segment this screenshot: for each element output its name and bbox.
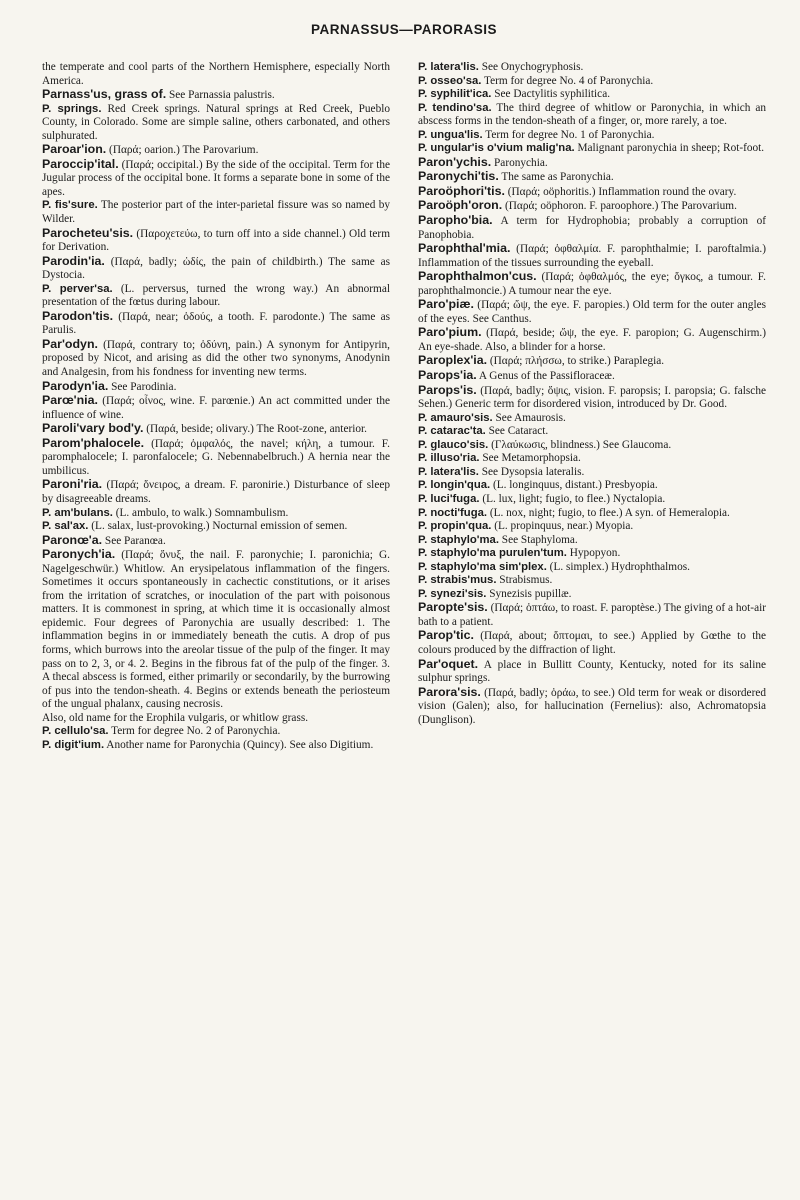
entry-definition: (Παρά; ὀμφαλός, the navel; κήλη, a tumour. F. paromphalocele; I. paronfalocele; G. Nebennabelbruch.) A hernia near the umbilicus. (42, 437, 390, 477)
dictionary-entry (42, 338, 390, 380)
entry-definition: (L. lux, light; fugio, to flee.) Nyctalopia. (479, 492, 666, 505)
dictionary-entry (42, 520, 390, 534)
entry-headword: P. staphylo'ma. (418, 533, 499, 546)
entry-definition: (Παρά, beside; ὤψ, the eye. F. paropion; G. Augenschirm.) An eye-shade. Also, a blinder for a horse. (418, 327, 766, 353)
entry-headword: Parœ'nia. (42, 393, 98, 408)
entry-headword: Paronych'ia. (42, 547, 116, 562)
entry-definition: The third degree of whitlow or Paronychia, in which an abscess forms in the tendon-sheath of a finger, or, more rarely, a toe. (418, 101, 766, 128)
entry-headword: P. digit'ium. (42, 738, 105, 751)
entry-definition: Synezisis pupillæ. (486, 587, 572, 600)
entry-definition: (Παρά, about; ὄπτομαι, to see.) Applied by Gœthe to the colours produced by the diffraction of light. (418, 630, 766, 656)
entry-headword: P. luci'fuga. (418, 492, 480, 505)
entry-headword: Parodyn'ia. (42, 378, 109, 393)
dictionary-entry (418, 439, 766, 453)
entry-headword: P. longin'qua. (418, 479, 491, 492)
dictionary-entry (418, 88, 766, 102)
entry-definition: See Dysopsia lateralis. (478, 465, 585, 478)
entry-headword: P. tendino'sa. (418, 101, 492, 114)
entry-definition: See Paranœa. (102, 534, 166, 547)
columns (42, 61, 766, 752)
entry-headword: Parophthalmon'cus. (418, 269, 537, 284)
entry-headword: P. nocti'fuga. (418, 506, 488, 519)
entry-headword: P. strabis'mus. (418, 574, 497, 587)
entry-definition: See Parodinia. (108, 380, 177, 393)
dictionary-entry (418, 75, 766, 89)
dictionary-entry (418, 369, 766, 384)
entry-headword: P. osseo'sa. (418, 74, 482, 87)
dictionary-entry (42, 199, 390, 226)
entry-headword: P. propin'qua. (418, 520, 492, 533)
dictionary-entry (418, 142, 766, 156)
dictionary-entry (418, 425, 766, 439)
entry-definition: (Παρά; ὤψ, the eye. F. paropies.) Old term for the outer angles of the eyes. See Canthus. (418, 299, 766, 325)
entry-definition: Malignant paronychia in sheep; Rot-foot. (574, 142, 765, 155)
dictionary-entry (418, 326, 766, 354)
entry-headword: P. staphylo'ma sim'plex. (418, 560, 547, 573)
entry-headword: P. syphilit'ica. (418, 88, 492, 101)
entry-headword: Paronychi'tis. (418, 169, 499, 184)
entry-headword: Paroar'ion. (42, 142, 107, 157)
dictionary-entry (418, 452, 766, 466)
right-column (418, 61, 766, 752)
entry-definition: Hypopyon. (566, 547, 621, 560)
entry-definition: (Παρά; oarion.) The Parovarium. (106, 144, 259, 157)
dictionary-entry (42, 478, 390, 506)
entry-headword: P. fis'sure. (42, 199, 98, 212)
entry-definition: (Παρά; ὀφθαλμία. F. parophthalmie; I. paroftalmia.) Inflammation of the tissues surrounding the eyeball. (418, 243, 766, 269)
dictionary-entry (418, 520, 766, 534)
entry-definition: (Παρά; occipital.) By the side of the occipital. Term for the Jugular process of the occipital bone. It forms a separate bone in some of the apes. (42, 158, 390, 198)
entry-headword: Paroöphori'tis. (418, 183, 505, 198)
dictionary-entry (418, 354, 766, 369)
dictionary-entry (42, 437, 390, 479)
entry-headword: Paroplex'ia. (418, 353, 488, 368)
dictionary-entry (418, 102, 766, 129)
entry-headword: Parocheteu'sis. (42, 225, 134, 240)
entry-headword: Paro'pium. (418, 325, 482, 340)
entry-headword: Parops'ia. (418, 368, 477, 383)
dictionary-entry (42, 712, 390, 726)
entry-headword: Parodin'ia. (42, 253, 105, 268)
entry-definition: (L. simplex.) Hydrophthalmos. (546, 560, 690, 573)
entry-headword: Paroli'vary bod'y. (42, 421, 144, 436)
dictionary-entry (418, 412, 766, 426)
dictionary-entry (418, 270, 766, 298)
entry-definition: (Παρά; ὀφθαλμός, the eye; ὄγκος, a tumour. F. parophthalmoncie.) A tumour near the eye. (418, 271, 766, 297)
dictionary-entry (418, 588, 766, 602)
entry-headword: Par'oquet. (418, 656, 479, 671)
entry-definition: (Γλαύκωσις, blindness.) See Glaucoma. (488, 438, 672, 451)
dictionary-entry (42, 61, 390, 88)
dictionary-entry (42, 310, 390, 338)
entry-definition: See Metamorphopsia. (479, 452, 581, 465)
entry-headword: P. sal'ax. (42, 520, 89, 533)
entry-definition: (Παρά, badly; ὠδίς, the pain of childbirth.) The same as Dystocia. (42, 255, 390, 282)
dictionary-entry (418, 629, 766, 657)
entry-definition: (Παροχετεύω, to turn off into a side channel.) Old term for Derivation. (42, 227, 390, 254)
entry-definition: (L. propinquus, near.) Myopia. (491, 520, 634, 533)
dictionary-entry (418, 61, 766, 75)
entry-headword: P. illuso'ria. (418, 452, 480, 465)
entry-definition: (Παρά, near; ὀδούς, a tooth. F. parodonte.) The same as Parulis. (42, 310, 390, 337)
dictionary-entry (418, 466, 766, 480)
entry-definition: Strabismus. (496, 574, 553, 587)
dictionary-entry (418, 185, 766, 200)
entry-headword: P. latera'lis. (418, 465, 479, 478)
entry-definition: Red Creek springs. Natural springs at Red Creek, Pueblo County, in Colorado. Some are simple saline, others carbonated, and others sulphurated. (42, 102, 391, 142)
entry-headword: Paron'ychis. (418, 154, 492, 169)
entry-definition: See Parnassia palustris. (166, 89, 275, 102)
entry-headword: Parop'tic. (418, 628, 474, 643)
dictionary-entry (42, 143, 390, 158)
entry-definition: The posterior part of the inter-parietal fissure was so named by Wilder. (42, 199, 390, 226)
entry-headword: P. ungular'is o'vium malig'na. (418, 142, 575, 155)
left-column (42, 61, 390, 752)
entry-definition: Another name for Paronychia (Quincy). See also Digitium. (104, 738, 374, 751)
dictionary-entry (42, 283, 390, 310)
dictionary-entry (418, 547, 766, 561)
dictionary-entry (418, 298, 766, 326)
entry-definition: (Παρά; oöphoritis.) Inflammation round the ovary. (504, 185, 737, 198)
dictionary-entry (42, 227, 390, 255)
entry-headword: P. amauro'sis. (418, 411, 493, 424)
dictionary-entry (418, 479, 766, 493)
entry-headword: Paroccip'ital. (42, 156, 119, 171)
entry-definition: (Παρά; oöphoron. F. paroophore.) The Parovarium. (502, 200, 737, 213)
dictionary-entry (418, 214, 766, 242)
entry-definition: (Παρά, badly; ὄψις, vision. F. paropsis; I. paropsia; G. falsche Sehen.) Generic term for disordered vision, introduced by Dr. Good. (418, 384, 766, 411)
entry-definition: (Παρά; ὄνειρος, a dream. F. paronirie.) Disturbance of sleep by disagreeable dreams. (42, 479, 390, 505)
entry-headword: Parops'is. (418, 382, 477, 397)
entry-definition: Paronychia. (491, 156, 548, 169)
dictionary-entry (418, 601, 766, 629)
entry-definition: Also, old name for the Erophila vulgaris, or whitlow grass. (42, 711, 309, 724)
entry-definition: (L. nox, night; fugio, to flee.) A syn. of Hemeralopia. (487, 506, 730, 519)
entry-definition: (Παρά; οἶνος, wine. F. parœnie.) An act committed under the influence of wine. (42, 395, 390, 421)
dictionary-entry (418, 493, 766, 507)
entry-definition: (Παρά, beside; olivary.) The Root-zone, anterior. (143, 423, 367, 436)
dictionary-entry (418, 658, 766, 686)
dictionary-entry (418, 242, 766, 270)
entry-definition: Term for degree No. 4 of Paronychia. (481, 74, 654, 87)
entry-definition: A term for Hydrophobia; probably a corruption of Panophobia. (418, 215, 766, 241)
entry-headword: P. latera'lis. (418, 61, 479, 73)
entry-headword: Paronœ'a. (42, 532, 103, 547)
entry-headword: P. catarac'ta. (418, 425, 486, 438)
entry-headword: Parophthal'mia. (418, 241, 511, 256)
entry-headword: Paroni'ria. (42, 477, 103, 492)
entry-definition: The same as Paronychia. (498, 171, 614, 184)
entry-headword: Paro'piæ. (418, 297, 474, 312)
entry-definition: (Παρά, badly; ὁράω, to see.) Old term for weak or disordered vision (Galen); also, for hallucination (Fernelius): also, Achromatopsia (Dunglison). (418, 686, 766, 726)
dictionary-entry (418, 507, 766, 521)
entry-headword: P. staphylo'ma purulen'tum. (418, 547, 567, 560)
entry-headword: Paroöph'oron. (418, 198, 503, 213)
entry-definition: A Genus of the Passifloraceæ. (476, 370, 615, 383)
dictionary-entry (418, 384, 766, 412)
entry-headword: Parodon'tis. (42, 308, 114, 323)
dictionary-entry (42, 534, 390, 549)
entry-headword: P. glauco'sis. (418, 438, 489, 451)
dictionary-entry (42, 548, 390, 712)
running-head: PARNASSUS—PARORASIS (310, 22, 498, 37)
entry-definition: See Staphyloma. (498, 533, 578, 546)
entry-headword: P. perver'sa. (42, 282, 113, 295)
entry-headword: P. springs. (42, 102, 102, 115)
entry-headword: Paropte'sis. (418, 600, 488, 615)
dictionary-entry (42, 380, 390, 395)
dictionary-entry (42, 394, 390, 422)
dictionary-entry (418, 170, 766, 185)
entry-headword: Paropho'bia. (418, 213, 493, 228)
entry-headword: P. am'bulans. (42, 506, 113, 519)
entry-definition: (Παρά; πλήσσω, to strike.) Paraplegia. (487, 355, 665, 368)
entry-headword: P. ungua'lis. (418, 128, 483, 141)
entry-definition: See Dactylitis syphilitica. (491, 88, 611, 101)
dictionary-entry (418, 156, 766, 171)
dictionary-entry (42, 255, 390, 283)
dictionary-entry (42, 88, 390, 103)
dictionary-entry (42, 103, 390, 144)
entry-definition: See Amaurosis. (492, 411, 566, 424)
entry-definition: See Onychogryphosis. (478, 61, 584, 73)
entry-definition: (L. ambulo, to walk.) Somnambulism. (112, 506, 289, 519)
dictionary-entry (42, 739, 390, 753)
entry-headword: Parom'phalocele. (42, 435, 145, 450)
dictionary-entry (42, 158, 390, 200)
entry-headword: P. synezi'sis. (418, 587, 487, 600)
dictionary-entry (418, 561, 766, 575)
dictionary-entry (42, 422, 390, 437)
entry-definition: (L. salax, lust-provoking.) Nocturnal emission of semen. (88, 520, 348, 533)
entry-definition: Term for degree No. 1 of Paronychia. (482, 128, 655, 141)
entry-headword: Parnass'us, grass of. (42, 87, 167, 102)
dictionary-entry (418, 199, 766, 214)
entry-definition: the temperate and cool parts of the Northern Hemisphere, especially North America. (42, 61, 390, 87)
dictionary-entry (418, 686, 766, 728)
entry-headword: P. cellulo'sa. (42, 725, 109, 738)
entry-definition: Term for degree No. 2 of Paronychia. (108, 725, 281, 738)
dictionary-entry (42, 725, 390, 739)
entry-definition: (Παρά, contrary to; ὀδύνη, pain.) A synonym for Antipyrin, proposed by Nicot, and arising as did the other two synonyms, Anodynin and Analgesin, from his fondness for inventing new terms. (42, 338, 390, 379)
dictionary-entry (42, 507, 390, 521)
dictionary-entry (418, 574, 766, 588)
entry-headword: Par'odyn. (42, 336, 98, 351)
dictionary-entry (418, 129, 766, 143)
dictionary-entry (418, 534, 766, 548)
entry-definition: (L. longinquus, distant.) Presbyopia. (490, 479, 658, 492)
entry-definition: A place in Bullitt County, Kentucky, noted for its saline sulphur springs. (418, 658, 766, 685)
entry-definition: (Παρά; ὀπτάω, to roast. F. paroptèse.) The giving of a hot-air bath to a patient. (418, 602, 766, 628)
entry-definition: (Παρά; ὄνυξ, the nail. F. paronychie; I. paronichia; G. Nagelgeschwür.) Whitlow. An erysipelatous inflammation of the fingers. Sometimes it occurs spontaneously in cachectic constitutions, or it arises from the irritation of scratches, or inoculation of the part with poisonous matters. It is commonest in spring, at which time it is occasionally almost epidemic. Four degrees of Paronychia are usually described: 1. The inflammation begins in or immediately beneath the cutis. A drop of pus forms, which burrows into the areolar tissue of the pulp of the finger. It may pass on to 2, 3, or 4. 2. Begins in the fibrous fat of the pulp of the finger. 3. A thecal abscess is formed, either primarily or secondarily, by the burrowing of pus into the tendon-sheath. 4. Begins or extends beneath the periosteum of the ungual phalanx, causing necrosis. (42, 549, 390, 711)
entry-definition: See Cataract. (485, 425, 549, 438)
entry-definition: (L. perversus, turned the wrong way.) An abnormal presentation of the fœtus during labour. (42, 282, 390, 309)
entry-headword: Parora'sis. (418, 684, 481, 699)
